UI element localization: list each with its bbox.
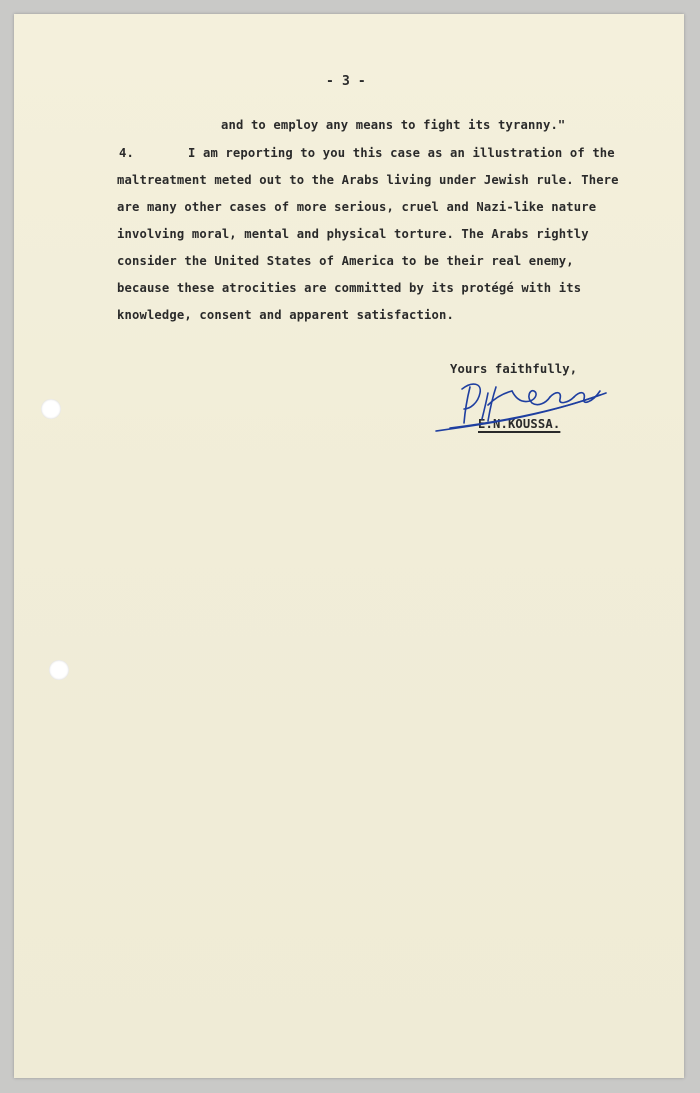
signatory-name: E.N.KOUSSA.: [478, 417, 561, 431]
punch-hole-bottom: [49, 660, 69, 680]
closing: Yours faithfully,: [450, 362, 578, 376]
paragraph-line-1: I am reporting to you this case as an illustration of the: [188, 146, 615, 160]
paragraph-line-3: are many other cases of more serious, cruel and Nazi-like nature: [117, 200, 597, 214]
paragraph-line-4: involving moral, mental and physical torture. The Arabs rightly: [117, 227, 589, 241]
paragraph-line-5: consider the United States of America to be their real enemy,: [117, 254, 574, 268]
handwritten-signature: [430, 373, 620, 435]
quote-end-line: and to employ any means to fight its tyranny.": [221, 118, 566, 132]
punch-hole-top: [41, 399, 61, 419]
paragraph-line-7: knowledge, consent and apparent satisfaction.: [117, 308, 454, 322]
paragraph-line-2: maltreatment meted out to the Arabs living under Jewish rule. There: [117, 173, 619, 187]
paragraph-line-6: because these atrocities are committed by its protégé with its: [117, 281, 582, 295]
paragraph-number: 4.: [119, 146, 134, 160]
page-number: - 3 -: [326, 74, 366, 89]
